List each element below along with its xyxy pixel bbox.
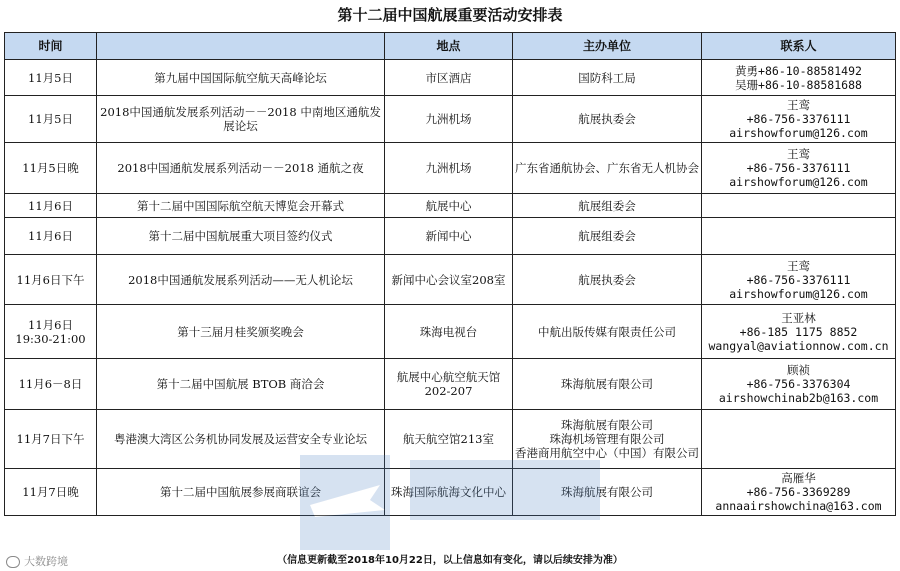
cell-host [513,194,702,218]
table-row [5,305,896,359]
cell-host [513,96,702,143]
header-event [97,33,385,60]
cell-host [513,218,702,255]
table-row [5,218,896,255]
table-row [5,410,896,469]
cell-line: wangyal@aviationnow.com.cn [708,338,889,353]
cell-event: 第十二届中国国际航空航天博览会开幕式 [97,194,385,218]
table-body [5,60,896,516]
cell-line: +86-756-3376111 [746,272,851,287]
cell-line: airshowforum@126.com [729,175,868,189]
table-row [5,359,896,410]
cell-contact [702,469,896,516]
table-row [5,469,896,516]
cell-line: 航展执委会 [578,272,636,287]
cell-line: 珠海航展有限公司 [561,418,653,432]
cell-time [5,469,97,516]
cell-time [5,218,97,255]
update-note: （信息更新截至2018年10月22日，以上信息如有变化，请以后续安排为准） [277,555,623,566]
cell-line: 珠海航展有限公司 [561,377,653,391]
cell-line: +86-756-3376111 [746,161,851,175]
cell-event: 第十二届中国航展参展商联谊会 [97,469,385,516]
cell-contact [702,194,896,218]
cell-line: 广东省通航协会、广东省无人机协会 [515,161,699,175]
cell-line: 11月6日 [28,229,73,243]
table-row [5,194,896,218]
cell-line: 11月7日下午 [16,432,85,446]
cell-event: 粤港澳大湾区公务机协同发展及运营安全专业论坛 [97,410,385,469]
cell-contact [702,255,896,305]
cell-place: 市区酒店 [385,60,513,96]
cell-time [5,410,97,469]
cell-line: 王鸾 [787,147,810,161]
cell-place: 航展中心航空航天馆202-207 [385,359,513,410]
cell-host [513,410,702,469]
table-row [5,96,896,143]
cell-line: 11月6日 [28,198,73,213]
cell-contact [702,143,896,194]
cell-host [513,143,702,194]
cell-line: 王鸾 [787,258,810,273]
cell-line: 11月6－8日 [18,377,83,391]
header-host: 主办单位 [513,33,702,60]
cell-line: 19:30-21:00 [15,331,86,346]
cell-line: 香港商用航空中心（中国）有限公司 [515,446,699,460]
cell-event: 2018中国通航发展系列活动——无人机论坛 [97,255,385,305]
cell-line: +86-185 1175 8852 [739,324,858,339]
header-time: 时间 [5,33,97,60]
cell-host [513,469,702,516]
cell-time [5,143,97,194]
cell-contact [702,305,896,359]
cell-time [5,60,97,96]
cell-line: 11月6日下午 [16,272,85,287]
header-place: 地点 [385,33,513,60]
cell-line: 11月5日晚 [22,161,79,175]
watermark-text: 大数跨境 [24,555,68,568]
page-title: 第十二届中国航展重要活动安排表 [337,6,563,24]
cell-host [513,359,702,410]
cell-line: +86-756-3376304 [746,377,851,391]
cell-place: 航展中心 [385,194,513,218]
cell-line: annaairshowchina@163.com [715,499,882,513]
cell-line: +86-756-3376111 [746,112,851,126]
cell-line: 11月7日晚 [22,485,79,499]
cell-contact [702,60,896,96]
cell-line: 王鸾 [787,98,810,112]
cell-line: 航展组委会 [578,198,636,213]
cell-time [5,305,97,359]
cell-line: 11月5日 [28,112,73,126]
cell-place: 新闻中心会议室208室 [385,255,513,305]
cell-line: 中航出版传媒有限责任公司 [538,324,676,339]
cell-event: 2018中国通航发展系列活动－－2018 通航之夜 [97,143,385,194]
cell-event: 2018中国通航发展系列活动－－2018 中南地区通航发展论坛 [97,96,385,143]
cell-host [513,255,702,305]
cell-host [513,305,702,359]
watermark-icon [6,556,20,568]
cell-time [5,96,97,143]
cell-place: 珠海国际航海文化中心 [385,469,513,516]
cell-line: airshowchinab2b@163.com [718,391,879,405]
cell-host [513,60,702,96]
cell-line: +86-756-3369289 [746,485,851,499]
cell-event: 第十二届中国航展重大项目签约仪式 [97,218,385,255]
cell-contact [702,410,896,469]
cell-place: 九洲机场 [385,96,513,143]
table-row [5,60,896,96]
cell-event: 第九届中国国际航空航天高峰论坛 [97,60,385,96]
schedule-table [4,32,896,516]
watermark [6,553,68,569]
cell-line: 航展组委会 [578,229,636,243]
cell-event: 第十二届中国航展 BTOB 商洽会 [97,359,385,410]
cell-line: 珠海航展有限公司 [561,485,653,499]
cell-contact [702,359,896,410]
cell-line: 黄勇+86-10-88581492 [735,63,862,78]
cell-time [5,255,97,305]
cell-place: 新闻中心 [385,218,513,255]
cell-time [5,359,97,410]
table-row [5,255,896,305]
cell-place: 珠海电视台 [385,305,513,359]
header-contact: 联系人 [702,33,896,60]
cell-time [5,194,97,218]
cell-event: 第十三届月桂奖颁奖晚会 [97,305,385,359]
cell-line: 珠海机场管理有限公司 [549,432,665,446]
cell-contact [702,218,896,255]
cell-line: 高雁华 [781,471,816,485]
cell-line: 王亚林 [781,310,816,325]
cell-line: 航展执委会 [578,112,636,126]
cell-line: airshowforum@126.com [729,126,868,140]
cell-place: 九洲机场 [385,143,513,194]
cell-contact [702,96,896,143]
table-row [5,143,896,194]
cell-line: 11月6日 [28,317,73,332]
cell-line: airshowforum@126.com [729,286,868,301]
cell-line: 国防科工局 [578,70,636,85]
table-header-row [5,33,896,60]
cell-line: 顾祯 [787,363,810,377]
cell-line: 吴珊+86-10-88581688 [735,77,862,92]
cell-place: 航天航空馆213室 [385,410,513,469]
cell-line: 11月5日 [28,70,73,85]
